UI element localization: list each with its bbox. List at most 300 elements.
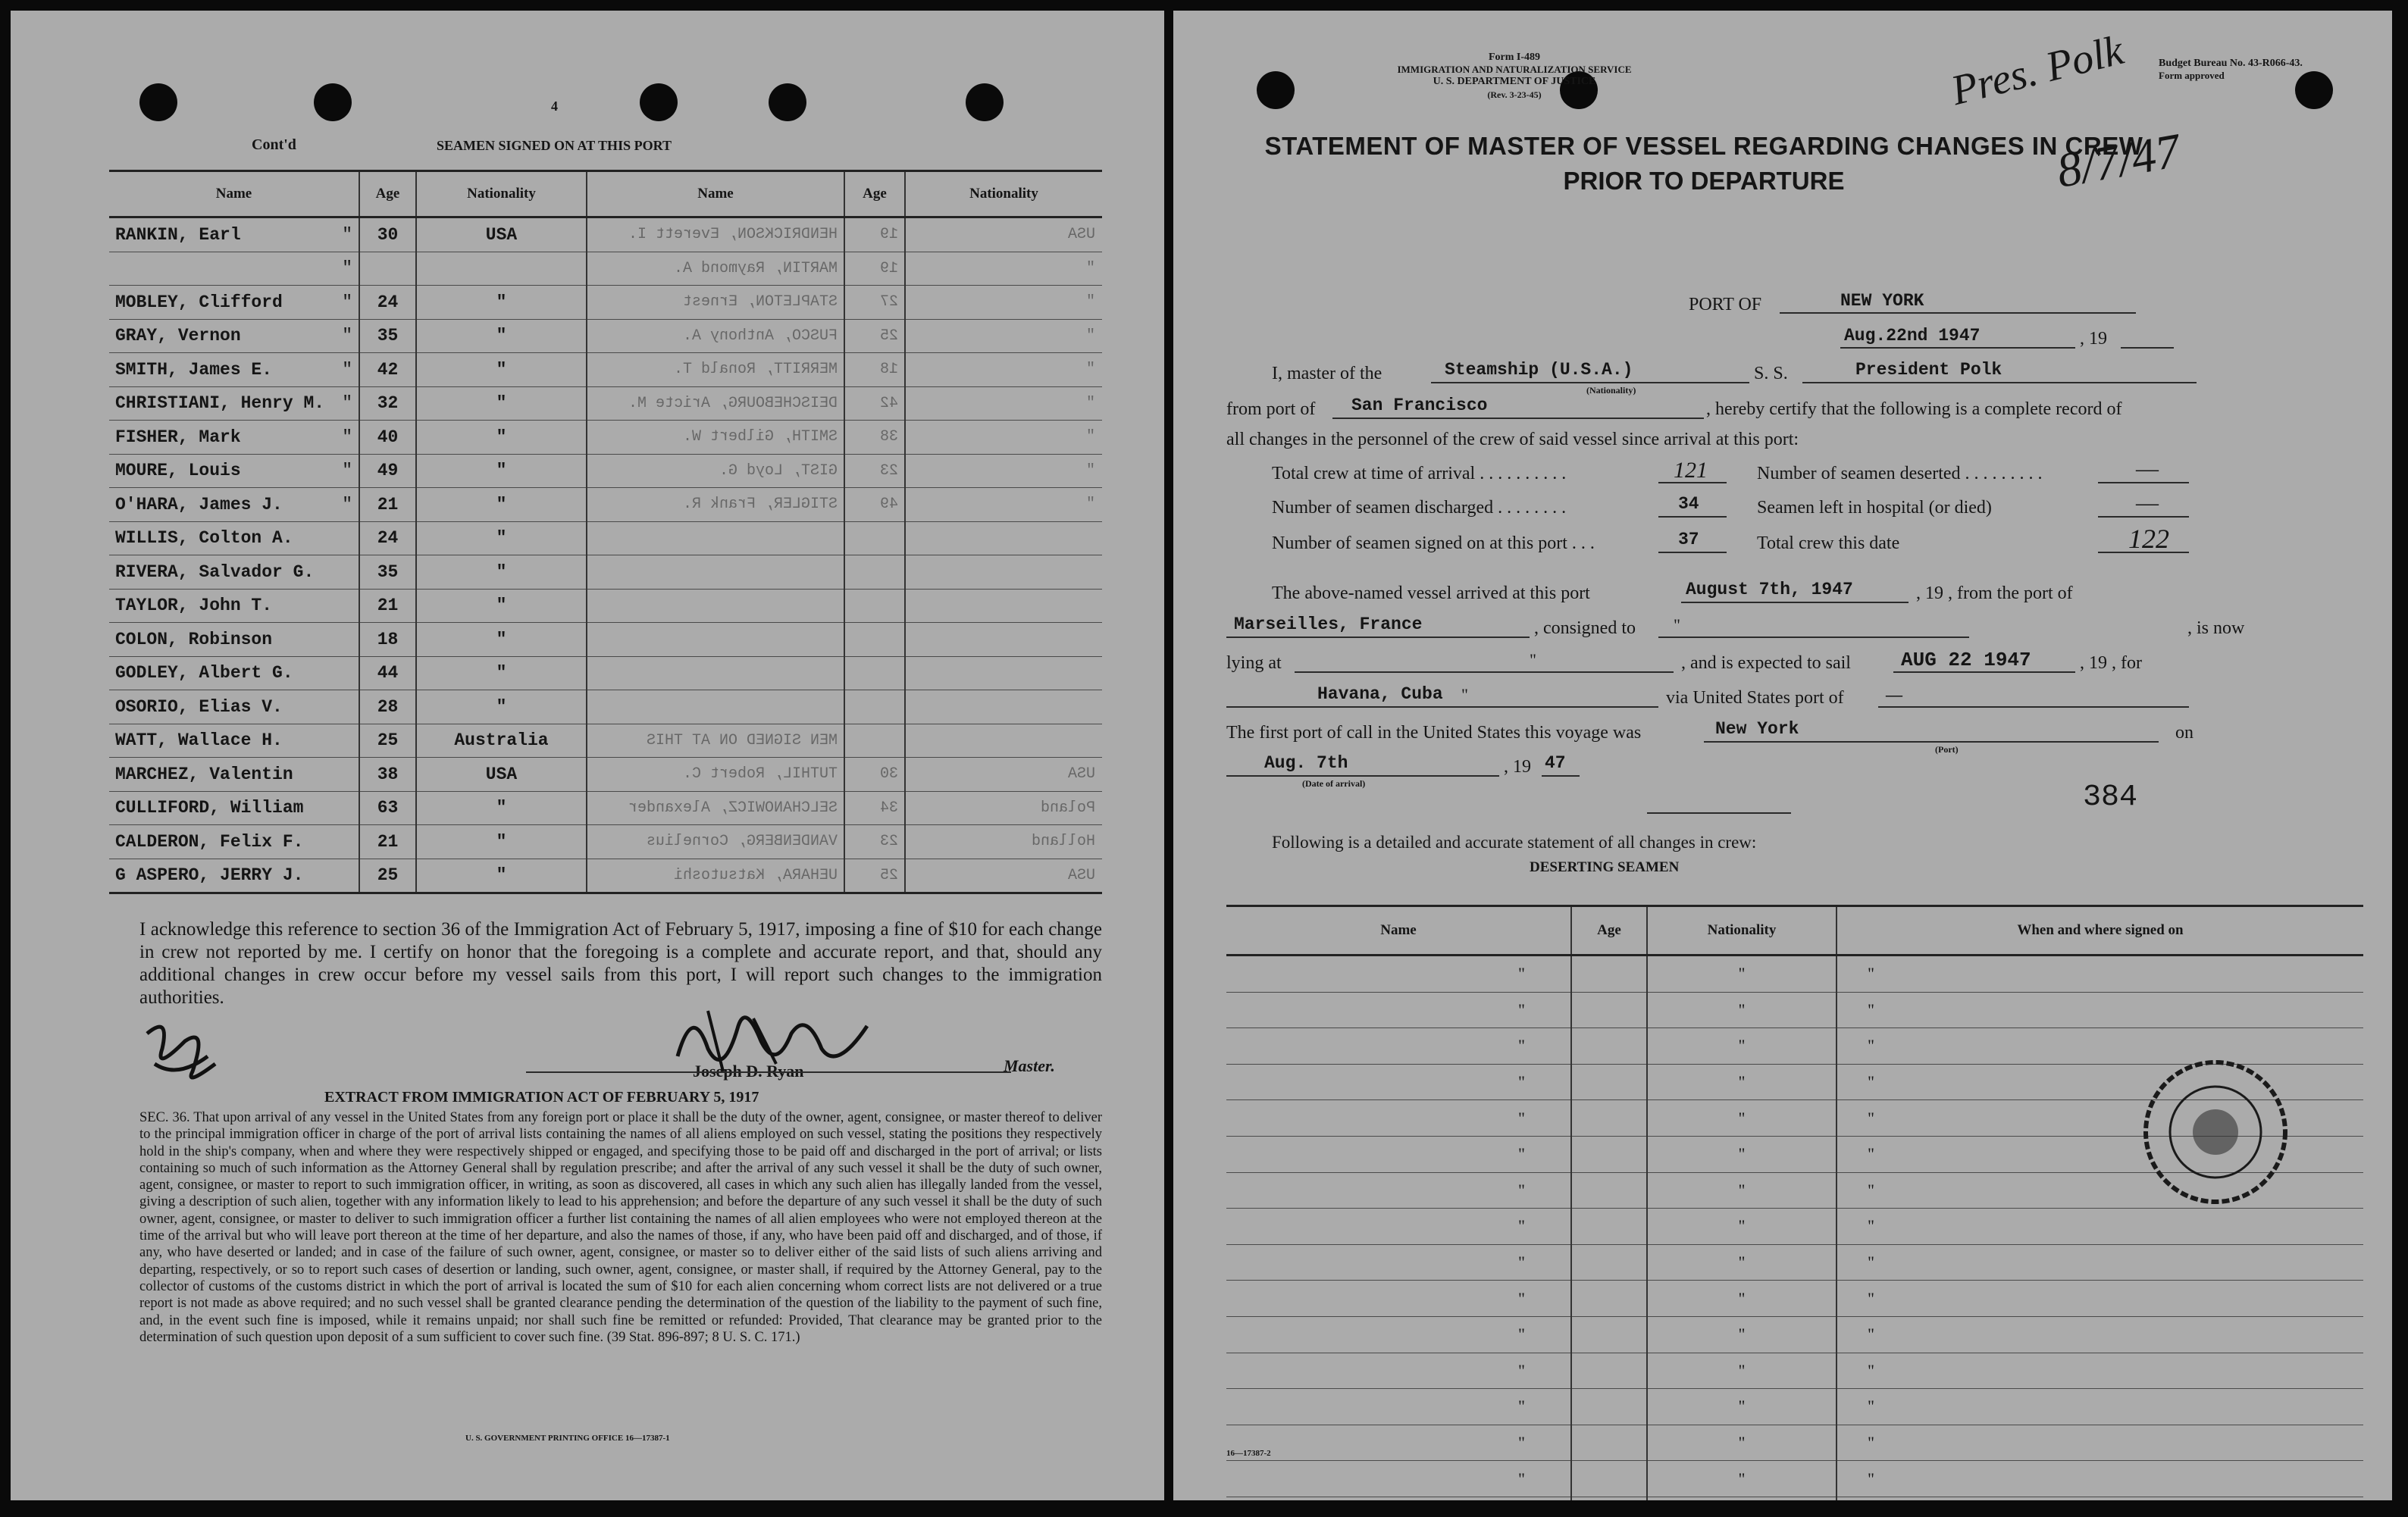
table-row <box>1226 1244 2363 1281</box>
port-of-line <box>1780 312 2136 314</box>
page-number: 4 <box>551 99 558 114</box>
table-row <box>109 791 1102 825</box>
consigned-label: , consigned to <box>1534 618 1636 638</box>
discharged-value: 34 <box>1678 494 1699 514</box>
col-header-age-2: Age <box>844 171 905 217</box>
crew-age: 24 <box>359 286 416 320</box>
crew-age: 28 <box>359 690 416 724</box>
vessel-type-line <box>1431 382 1749 383</box>
deserter-nat: " <box>1647 1028 1837 1065</box>
crew-name-text: RIVERA, Salvador G. <box>115 561 315 582</box>
table-row <box>109 252 1102 286</box>
ship-name: President Polk <box>1855 360 2002 380</box>
signed-on-label: Number of seamen signed on at this port . . . <box>1272 533 1595 553</box>
deserter-name: " <box>1226 1244 1571 1281</box>
bleed-through-nationality: " <box>905 454 1102 488</box>
bleed-through-name <box>587 521 844 555</box>
crew-name <box>109 421 359 455</box>
crew-name-text: CHRISTIANI, Henry M. <box>115 393 325 414</box>
following-label: Following is a detailed and accurate statement of all changes in crew: <box>1272 833 1757 852</box>
handwritten-ship: Pres. Polk <box>1946 27 2128 115</box>
crew-nationality: USA <box>416 758 587 792</box>
date-arrival-caption: (Date of arrival) <box>1302 778 1366 789</box>
crew-name-text: COLON, Robinson <box>115 629 273 649</box>
port-of-value: NEW YORK <box>1840 291 1924 311</box>
deserter-when: " <box>1837 1209 2363 1245</box>
table-row <box>109 589 1102 623</box>
bleed-through-nationality <box>905 724 1102 758</box>
punch-hole <box>139 83 177 121</box>
ditto-mark: " <box>342 292 352 312</box>
lying-at-line <box>1295 671 1674 673</box>
table-row <box>109 217 1102 252</box>
deserter-age <box>1571 1028 1647 1065</box>
table-row <box>109 319 1102 353</box>
destination-line <box>1226 706 1658 708</box>
table-row <box>109 555 1102 590</box>
bleed-through-nationality: Holland <box>905 825 1102 859</box>
bleed-through-name: MARTIN, Raymond A. <box>587 252 844 286</box>
bleed-through-name <box>587 589 844 623</box>
from-port-label: from port of <box>1226 399 1316 419</box>
crew-nationality: " <box>416 286 587 320</box>
punch-hole <box>314 83 352 121</box>
deserter-name: " <box>1226 1028 1571 1065</box>
consigned-value: " <box>1674 615 1680 634</box>
first-call-value: New York <box>1715 719 1799 739</box>
crew-age: 44 <box>359 656 416 690</box>
deserter-nat: " <box>1647 1172 1837 1209</box>
expected-label: , and is expected to sail <box>1681 653 1851 673</box>
bleed-through-name: SELCHANOWICZ, Alexander <box>587 791 844 825</box>
handwritten-date: 8/7/47 <box>2053 123 2184 198</box>
crew-nationality: " <box>416 319 587 353</box>
bleed-through-nationality: USA <box>905 758 1102 792</box>
vessel-type: Steamship (U.S.A.) <box>1445 360 1633 380</box>
ditto-mark: " <box>342 393 352 414</box>
desert-col-when: When and where signed on <box>1837 906 2363 956</box>
bleed-through-age: 27 <box>844 286 905 320</box>
deserter-when: " <box>1837 1281 2363 1317</box>
table-row <box>109 656 1102 690</box>
crew-age: 32 <box>359 386 416 421</box>
deserter-name: " <box>1226 956 1571 993</box>
date-line <box>1840 347 2075 349</box>
bleed-through-nationality: " <box>905 353 1102 387</box>
deserter-age <box>1571 1281 1647 1317</box>
bleed-through-name: TUTHIL, Robert C. <box>587 758 844 792</box>
ditto-mark: " <box>342 494 352 515</box>
initials-signature <box>139 1011 230 1094</box>
arrival-from-value: Marseilles, France <box>1234 615 1423 634</box>
crew-nationality: " <box>416 488 587 522</box>
deserter-age <box>1571 1497 1647 1500</box>
arrived-line <box>1681 602 1909 603</box>
first-call-date-line <box>1226 775 1499 777</box>
crew-nationality: " <box>416 521 587 555</box>
crew-name <box>109 252 359 286</box>
deserter-when: " <box>1837 1461 2363 1497</box>
bleed-through-name: MEN SIGNED ON AT THIS <box>587 724 844 758</box>
crew-name-text: GODLEY, Albert G. <box>115 663 293 683</box>
agency-line-2: U. S. DEPARTMENT OF JUSTICE <box>1433 76 1596 87</box>
bleed-through-age: 42 <box>844 386 905 421</box>
table-row <box>1226 1316 2363 1353</box>
table-row <box>109 488 1102 522</box>
sail-date-line <box>1893 671 2075 673</box>
crew-name-text: WATT, Wallace H. <box>115 730 283 751</box>
lying-at-value: " <box>1530 650 1536 669</box>
crew-age: 35 <box>359 555 416 590</box>
deserter-age <box>1571 1461 1647 1497</box>
table-row <box>1226 1389 2363 1425</box>
bleed-through-age <box>844 555 905 590</box>
via-line <box>1878 706 2189 708</box>
deserter-when <box>1837 1497 2363 1500</box>
sail-date-value: AUG 22 1947 <box>1901 649 2031 671</box>
deserter-age <box>1571 1136 1647 1172</box>
crew-name <box>109 555 359 590</box>
deserter-age <box>1571 1244 1647 1281</box>
ditto-mark: " <box>342 461 352 481</box>
bleed-through-nationality: USA <box>905 217 1102 252</box>
deserter-name: " <box>1226 1209 1571 1245</box>
crew-nationality: " <box>416 656 587 690</box>
crew-nationality: " <box>416 386 587 421</box>
form-approved: Form approved <box>2159 70 2225 81</box>
bleed-through-nationality: USA <box>905 859 1102 893</box>
crew-nationality: " <box>416 454 587 488</box>
crew-nationality: " <box>416 690 587 724</box>
ditto-mark: " <box>342 224 352 245</box>
bleed-through-name: SMITH, Gilbert W. <box>587 421 844 455</box>
ship-name-line <box>1802 382 2197 383</box>
first-call-date: Aug. 7th <box>1264 753 1348 773</box>
contd-label: Cont'd <box>252 136 296 153</box>
bleed-through-name: FUSCO, Anthony A. <box>587 319 844 353</box>
bleed-through-age <box>844 623 905 657</box>
table-row <box>1226 1497 2363 1500</box>
deserting-title: DESERTING SEAMEN <box>1530 859 1680 875</box>
crew-body <box>109 217 1102 893</box>
deserter-age <box>1571 1389 1647 1425</box>
crew-name-text: RANKIN, Earl <box>115 224 241 245</box>
crew-name-text: WILLIS, Colton A. <box>115 528 293 549</box>
bleed-through-name <box>587 623 844 657</box>
deserter-nat: " <box>1647 1281 1837 1317</box>
crew-name <box>109 454 359 488</box>
col-header-name: Name <box>109 171 359 217</box>
deserter-nat: " <box>1647 1209 1837 1245</box>
crew-nationality: Australia <box>416 724 587 758</box>
immigration-seal-stamp <box>2140 1056 2291 1208</box>
from-the-port-label: , 19 , from the port of <box>1916 583 2073 603</box>
deserted-value: — <box>2136 456 2159 481</box>
crew-name <box>109 217 359 252</box>
ditto-mark: " <box>342 258 352 279</box>
crew-age: 40 <box>359 421 416 455</box>
bleed-through-name <box>587 555 844 590</box>
deserter-age <box>1571 1316 1647 1353</box>
bleed-through-age: 49 <box>844 488 905 522</box>
crew-name <box>109 386 359 421</box>
table-row <box>109 454 1102 488</box>
bleed-through-name: STIGLER, Frank R. <box>587 488 844 522</box>
crew-name <box>109 623 359 657</box>
year-prefix: , 19 <box>1504 757 1531 777</box>
bleed-through-age: 34 <box>844 791 905 825</box>
bleed-through-name: UEHARA, Katsutoshi <box>587 859 844 893</box>
for-label: , 19 , for <box>2080 653 2142 673</box>
deserter-when: " <box>1837 1100 2363 1137</box>
year-line <box>1542 775 1580 777</box>
printing-office-right: 16—17387-2 <box>1226 1449 1271 1458</box>
crew-name <box>109 724 359 758</box>
deserter-nat: " <box>1647 1353 1837 1389</box>
first-call-label: The first port of call in the United States this voyage was <box>1226 723 1642 743</box>
table-row <box>1226 1353 2363 1389</box>
desert-col-name: Name <box>1226 906 1571 956</box>
deserter-name: " <box>1226 1316 1571 1353</box>
extract-title: EXTRACT FROM IMMIGRATION ACT OF FEBRUARY 5, 1917 <box>324 1089 759 1106</box>
deserter-name: " <box>1226 1461 1571 1497</box>
crew-age: 21 <box>359 488 416 522</box>
crew-name <box>109 286 359 320</box>
bleed-through-age: 23 <box>844 454 905 488</box>
table-row <box>1226 1461 2363 1497</box>
crew-name-text: O'HARA, James J. <box>115 494 283 515</box>
port-of-label: PORT OF <box>1689 295 1762 314</box>
deserter-name: " <box>1226 1064 1571 1100</box>
table-row <box>109 623 1102 657</box>
bleed-through-age <box>844 589 905 623</box>
discharged-line <box>1658 516 1727 518</box>
table-row <box>109 859 1102 893</box>
via-label: via United States port of <box>1666 688 1844 708</box>
deserter-name: " <box>1226 1136 1571 1172</box>
ditto-mark: " <box>342 326 352 346</box>
bleed-through-age: 25 <box>844 859 905 893</box>
bleed-through-nationality <box>905 589 1102 623</box>
deserter-when: " <box>1837 1172 2363 1209</box>
deserter-age <box>1571 992 1647 1028</box>
total-crew-arrival-value: 121 <box>1674 458 1708 483</box>
table-row <box>109 421 1102 455</box>
bleed-through-nationality: " <box>905 252 1102 286</box>
deserter-age <box>1571 956 1647 993</box>
is-now-label: , is now <box>2187 618 2245 638</box>
table-row <box>109 286 1102 320</box>
consigned-line <box>1658 637 1969 638</box>
crew-name <box>109 319 359 353</box>
table-row <box>1226 992 2363 1028</box>
hospital-value: — <box>2136 490 2159 515</box>
total-date-label: Total crew this date <box>1757 533 1900 553</box>
crew-name <box>109 825 359 859</box>
crew-name <box>109 690 359 724</box>
col-header-nationality: Nationality <box>416 171 587 217</box>
crew-nationality: " <box>416 421 587 455</box>
hospital-label: Seamen left in hospital (or died) <box>1757 498 1992 518</box>
table-row <box>109 724 1102 758</box>
bleed-through-nationality: " <box>905 386 1102 421</box>
deserter-when: " <box>1837 1028 2363 1065</box>
bleed-through-name: DEISCHEBOURG, Aricte M. <box>587 386 844 421</box>
via-value: — <box>1886 685 1902 704</box>
col-header-nationality-2: Nationality <box>905 171 1102 217</box>
all-changes-text: all changes in the personnel of the crew of said vessel since arrival at this port: <box>1226 430 1799 449</box>
bleed-through-age: 19 <box>844 252 905 286</box>
crew-age: 35 <box>359 319 416 353</box>
crew-age: 38 <box>359 758 416 792</box>
section-title: SEAMEN SIGNED ON AT THIS PORT <box>437 138 672 153</box>
bleed-through-name <box>587 656 844 690</box>
deserter-when: " <box>1837 1316 2363 1353</box>
crew-name <box>109 353 359 387</box>
crew-nationality: " <box>416 859 587 893</box>
hospital-line <box>2098 516 2189 518</box>
signed-on-value: 37 <box>1678 530 1699 549</box>
bleed-through-age: 18 <box>844 353 905 387</box>
total-date-value: 122 <box>2128 524 2169 554</box>
agency-line-1: IMMIGRATION AND NATURALIZATION SERVICE <box>1397 64 1632 75</box>
desert-col-age: Age <box>1571 906 1647 956</box>
master-label: Master. <box>1004 1056 1055 1075</box>
table-row <box>109 386 1102 421</box>
crew-name-text: MOURE, Louis <box>115 461 241 481</box>
deserter-name: " <box>1226 1100 1571 1137</box>
crew-name-text: MARCHEZ, Valentin <box>115 764 293 784</box>
year-value: 47 <box>1545 753 1566 773</box>
crew-name-text: GRAY, Vernon <box>115 326 241 346</box>
deserter-name: " <box>1226 1353 1571 1389</box>
bleed-through-nationality <box>905 555 1102 590</box>
from-port-value: San Francisco <box>1351 396 1488 415</box>
bleed-through-nationality: " <box>905 319 1102 353</box>
crew-nationality: " <box>416 353 587 387</box>
deserted-line <box>2098 482 2189 483</box>
total-crew-arrival-label: Total crew at time of arrival . . . . . . . . . . <box>1272 464 1567 483</box>
deserter-nat: " <box>1647 1316 1837 1353</box>
crew-age: 21 <box>359 589 416 623</box>
deserter-nat: " <box>1647 1244 1837 1281</box>
bleed-through-age: 19 <box>844 217 905 252</box>
table-row <box>1226 1425 2363 1461</box>
signed-on-line <box>1658 552 1727 553</box>
deserter-when: " <box>1837 956 2363 993</box>
budget-bureau: Budget Bureau No. 43-R066-43. <box>2159 58 2303 69</box>
table-row <box>109 690 1102 724</box>
bleed-through-nationality <box>905 623 1102 657</box>
deserted-label: Number of seamen deserted . . . . . . . . . <box>1757 464 2043 483</box>
port-caption: (Port) <box>1935 744 1959 755</box>
col-header-name-2: Name <box>587 171 844 217</box>
bleed-through-nationality <box>905 521 1102 555</box>
crew-nationality <box>416 252 587 286</box>
deserter-nat: " <box>1647 1461 1837 1497</box>
deserter-when: " <box>1837 1136 2363 1172</box>
crew-name <box>109 859 359 893</box>
bleed-through-nationality <box>905 656 1102 690</box>
crew-age: 42 <box>359 353 416 387</box>
lying-at-label: lying at <box>1226 653 1282 673</box>
crew-age: 18 <box>359 623 416 657</box>
deserter-when: " <box>1837 1244 2363 1281</box>
crew-name <box>109 488 359 522</box>
crew-name-text: CALDERON, Felix F. <box>115 831 304 852</box>
date-value: Aug.22nd 1947 <box>1844 326 1981 346</box>
crew-name <box>109 791 359 825</box>
deserter-nat <box>1647 1497 1837 1500</box>
deserter-name <box>1226 1497 1571 1500</box>
acknowledgement-text: I acknowledge this reference to section 36 of the Immigration Act of February 5, 1917, imposing a fine of $10 for each change in crew not reported by me. I certify on honor that the foregoing is a complete and accurate report, and that, should any additional changes in crew occur before my vessel sails from this port, I will report such changes to the immigration authorities. <box>139 919 1102 1008</box>
crew-name-text: CULLIFORD, William <box>115 798 304 818</box>
crew-age: 25 <box>359 724 416 758</box>
table-row <box>1226 1281 2363 1317</box>
left-page <box>11 11 1164 1500</box>
crew-age: 21 <box>359 825 416 859</box>
crew-name <box>109 656 359 690</box>
crew-nationality: USA <box>416 217 587 252</box>
bleed-through-age: 30 <box>844 758 905 792</box>
printing-office: U. S. GOVERNMENT PRINTING OFFICE 16—17387-1 <box>465 1434 670 1443</box>
date-year-line <box>2121 347 2174 349</box>
bleed-through-age <box>844 724 905 758</box>
deserter-nat: " <box>1647 1389 1837 1425</box>
arrival-from-line <box>1226 637 1530 638</box>
deserter-nat: " <box>1647 1100 1837 1137</box>
crew-nationality: " <box>416 623 587 657</box>
ditto-mark: " <box>342 359 352 380</box>
deserter-nat: " <box>1647 1425 1837 1461</box>
deserting-body <box>1226 956 2363 1501</box>
deserter-when: " <box>1837 1064 2363 1100</box>
bleed-through-name <box>587 690 844 724</box>
crew-nationality: " <box>416 791 587 825</box>
crew-age: 24 <box>359 521 416 555</box>
bleed-through-name: GIST, Loyd G. <box>587 454 844 488</box>
desert-col-nationality: Nationality <box>1647 906 1837 956</box>
punch-hole <box>2295 71 2333 109</box>
crew-name-text: SMITH, James E. <box>115 359 273 380</box>
crew-name-text: MOBLEY, Clifford <box>115 292 283 312</box>
certify-text: , hereby certify that the following is a complete record of <box>1706 399 2122 419</box>
form-number: Form I-489 <box>1488 52 1541 63</box>
punch-hole <box>966 83 1004 121</box>
section-36-text: SEC. 36. That upon arrival of any vessel in the United States from any foreign port or place it shall be the duty of the owner, agent, consignee, or master thereof to deliver to the principal immigration officer in charge of the port of arrival lists containing the names of all aliens employed on such vessel, stating the positions they respectively hold in the ship's company, when and where they were respectively shipped or engaged, and specifying those to be paid off and discharged in the port of arrival; or lists containing so much of such information as the Attorney General shall by regulation prescribe; and after the arrival of any such vessel it shall be the duty of such owner, agent, consignee, or master to report to such immigration officer, in writing, as soon as discovered, all cases in which any such alien has illegally landed from the vessel, giving a description of such alien, together with any information likely to lead to his apprehension; and before the departure of any such vessel it shall be the duty of such owner, agent, consignee, or master to deliver to such immigration officer a further list containing the names of all alien employees who were not employed thereon at the time of the arrival but who will leave port thereon at the time of her departure, and also the names of those, if any, who have been paid off and discharged, and of those, if any, who have deserted or landed; and in case of the failure of such owner, agent, consignee, or master so to deliver either of the said lists of such aliens arriving and departing, respectively, or so to report such cases of desertion or landing, such owner, agent, consignee, or master shall, if required by the Attorney General, pay to the collector of customs of the customs district in which the port of arrival is located the sum of $10 for each alien concerning whom correct lists are not delivered or a true report is not made as above required; and no such vessel shall be granted clearance pending the determination of the question of the liability to the payment of such fine, and, in the event such fine is imposed, while it remains unpaid; nor shall such fine be remitted or refunded: Provided, That clearance may be granted prior to the determination of such question upon deposit of a sum sufficient to cover such fine. (39 Stat. 896-897; 8 U. S. C. 171.) <box>139 1110 1102 1345</box>
deserter-name: " <box>1226 1172 1571 1209</box>
date-suffix: , 19 <box>2080 329 2107 349</box>
crew-name-text: TAYLOR, John T. <box>115 596 273 616</box>
bleed-through-nationality: " <box>905 286 1102 320</box>
stamp-number: 384 <box>2083 780 2138 815</box>
crew-name-text: G ASPERO, JERRY J. <box>115 865 304 886</box>
form-title-line-1: STATEMENT OF MASTER OF VESSEL REGARDING CHANGES IN CREW <box>1264 132 2143 160</box>
master-of-label: I, master of the <box>1272 364 1382 383</box>
arrived-value: August 7th, 1947 <box>1686 580 1853 599</box>
bleed-through-nationality: " <box>905 488 1102 522</box>
on-label: on <box>2175 723 2194 743</box>
table-row <box>109 758 1102 792</box>
crew-age <box>359 252 416 286</box>
arrived-label: The above-named vessel arrived at this port <box>1272 583 1590 603</box>
deserter-name: " <box>1226 992 1571 1028</box>
bleed-through-age: 23 <box>844 825 905 859</box>
bleed-through-name: MERRITT, Ronald T. <box>587 353 844 387</box>
crew-age: 63 <box>359 791 416 825</box>
deserter-when: " <box>1837 1389 2363 1425</box>
col-header-age: Age <box>359 171 416 217</box>
